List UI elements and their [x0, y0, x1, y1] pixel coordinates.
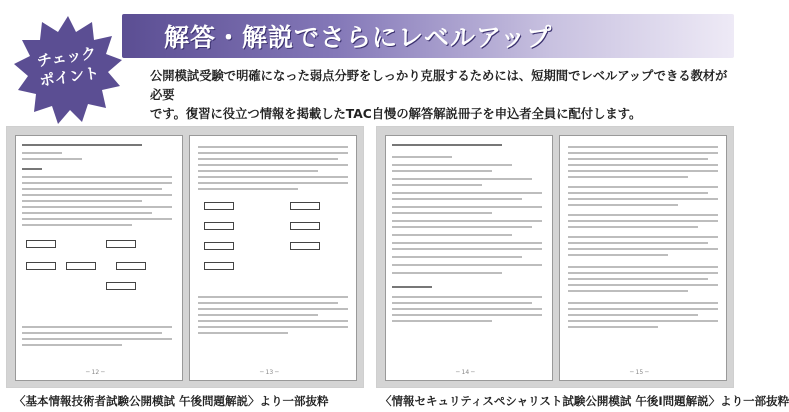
sample-1-caption: 〈基本情報技術者試験公開模試 午後問題解説〉より一部抜粋 — [14, 394, 329, 408]
page-number: ─ 12 ─ — [86, 369, 105, 376]
page-number: ─ 13 ─ — [260, 369, 279, 376]
sample-spread-2 — [376, 126, 734, 388]
sample-2-right-page — [559, 135, 727, 381]
sample-1-right-page — [189, 135, 357, 381]
description-line-1: 公開模試受験で明確になった弱点分野をしっかり克服するためには、短期間でレベルアップできる教材が必要 — [150, 69, 728, 102]
sample-2-left-page — [385, 135, 553, 381]
page-number: ─ 15 ─ — [630, 369, 649, 376]
check-point-badge — [12, 14, 124, 126]
page-number: ─ 14 ─ — [456, 369, 475, 376]
badge-line-1: チェック — [35, 44, 98, 71]
badge-line-2: ポイント — [38, 63, 101, 90]
sample-spread-1 — [6, 126, 364, 388]
description — [150, 67, 734, 124]
description-line-2: です。復習に役立つ情報を掲載したTAC自慢の解答解説冊子を申込者全員に配付します。 — [150, 107, 642, 121]
page-title: 解答・解説でさらにレベルアップ — [164, 23, 553, 52]
sample-1-left-page — [15, 135, 183, 381]
sample-2-caption: 〈情報セキュリティスペシャリスト試験公開模試 午後Ⅰ問題解説〉より一部抜粋 — [380, 394, 789, 408]
